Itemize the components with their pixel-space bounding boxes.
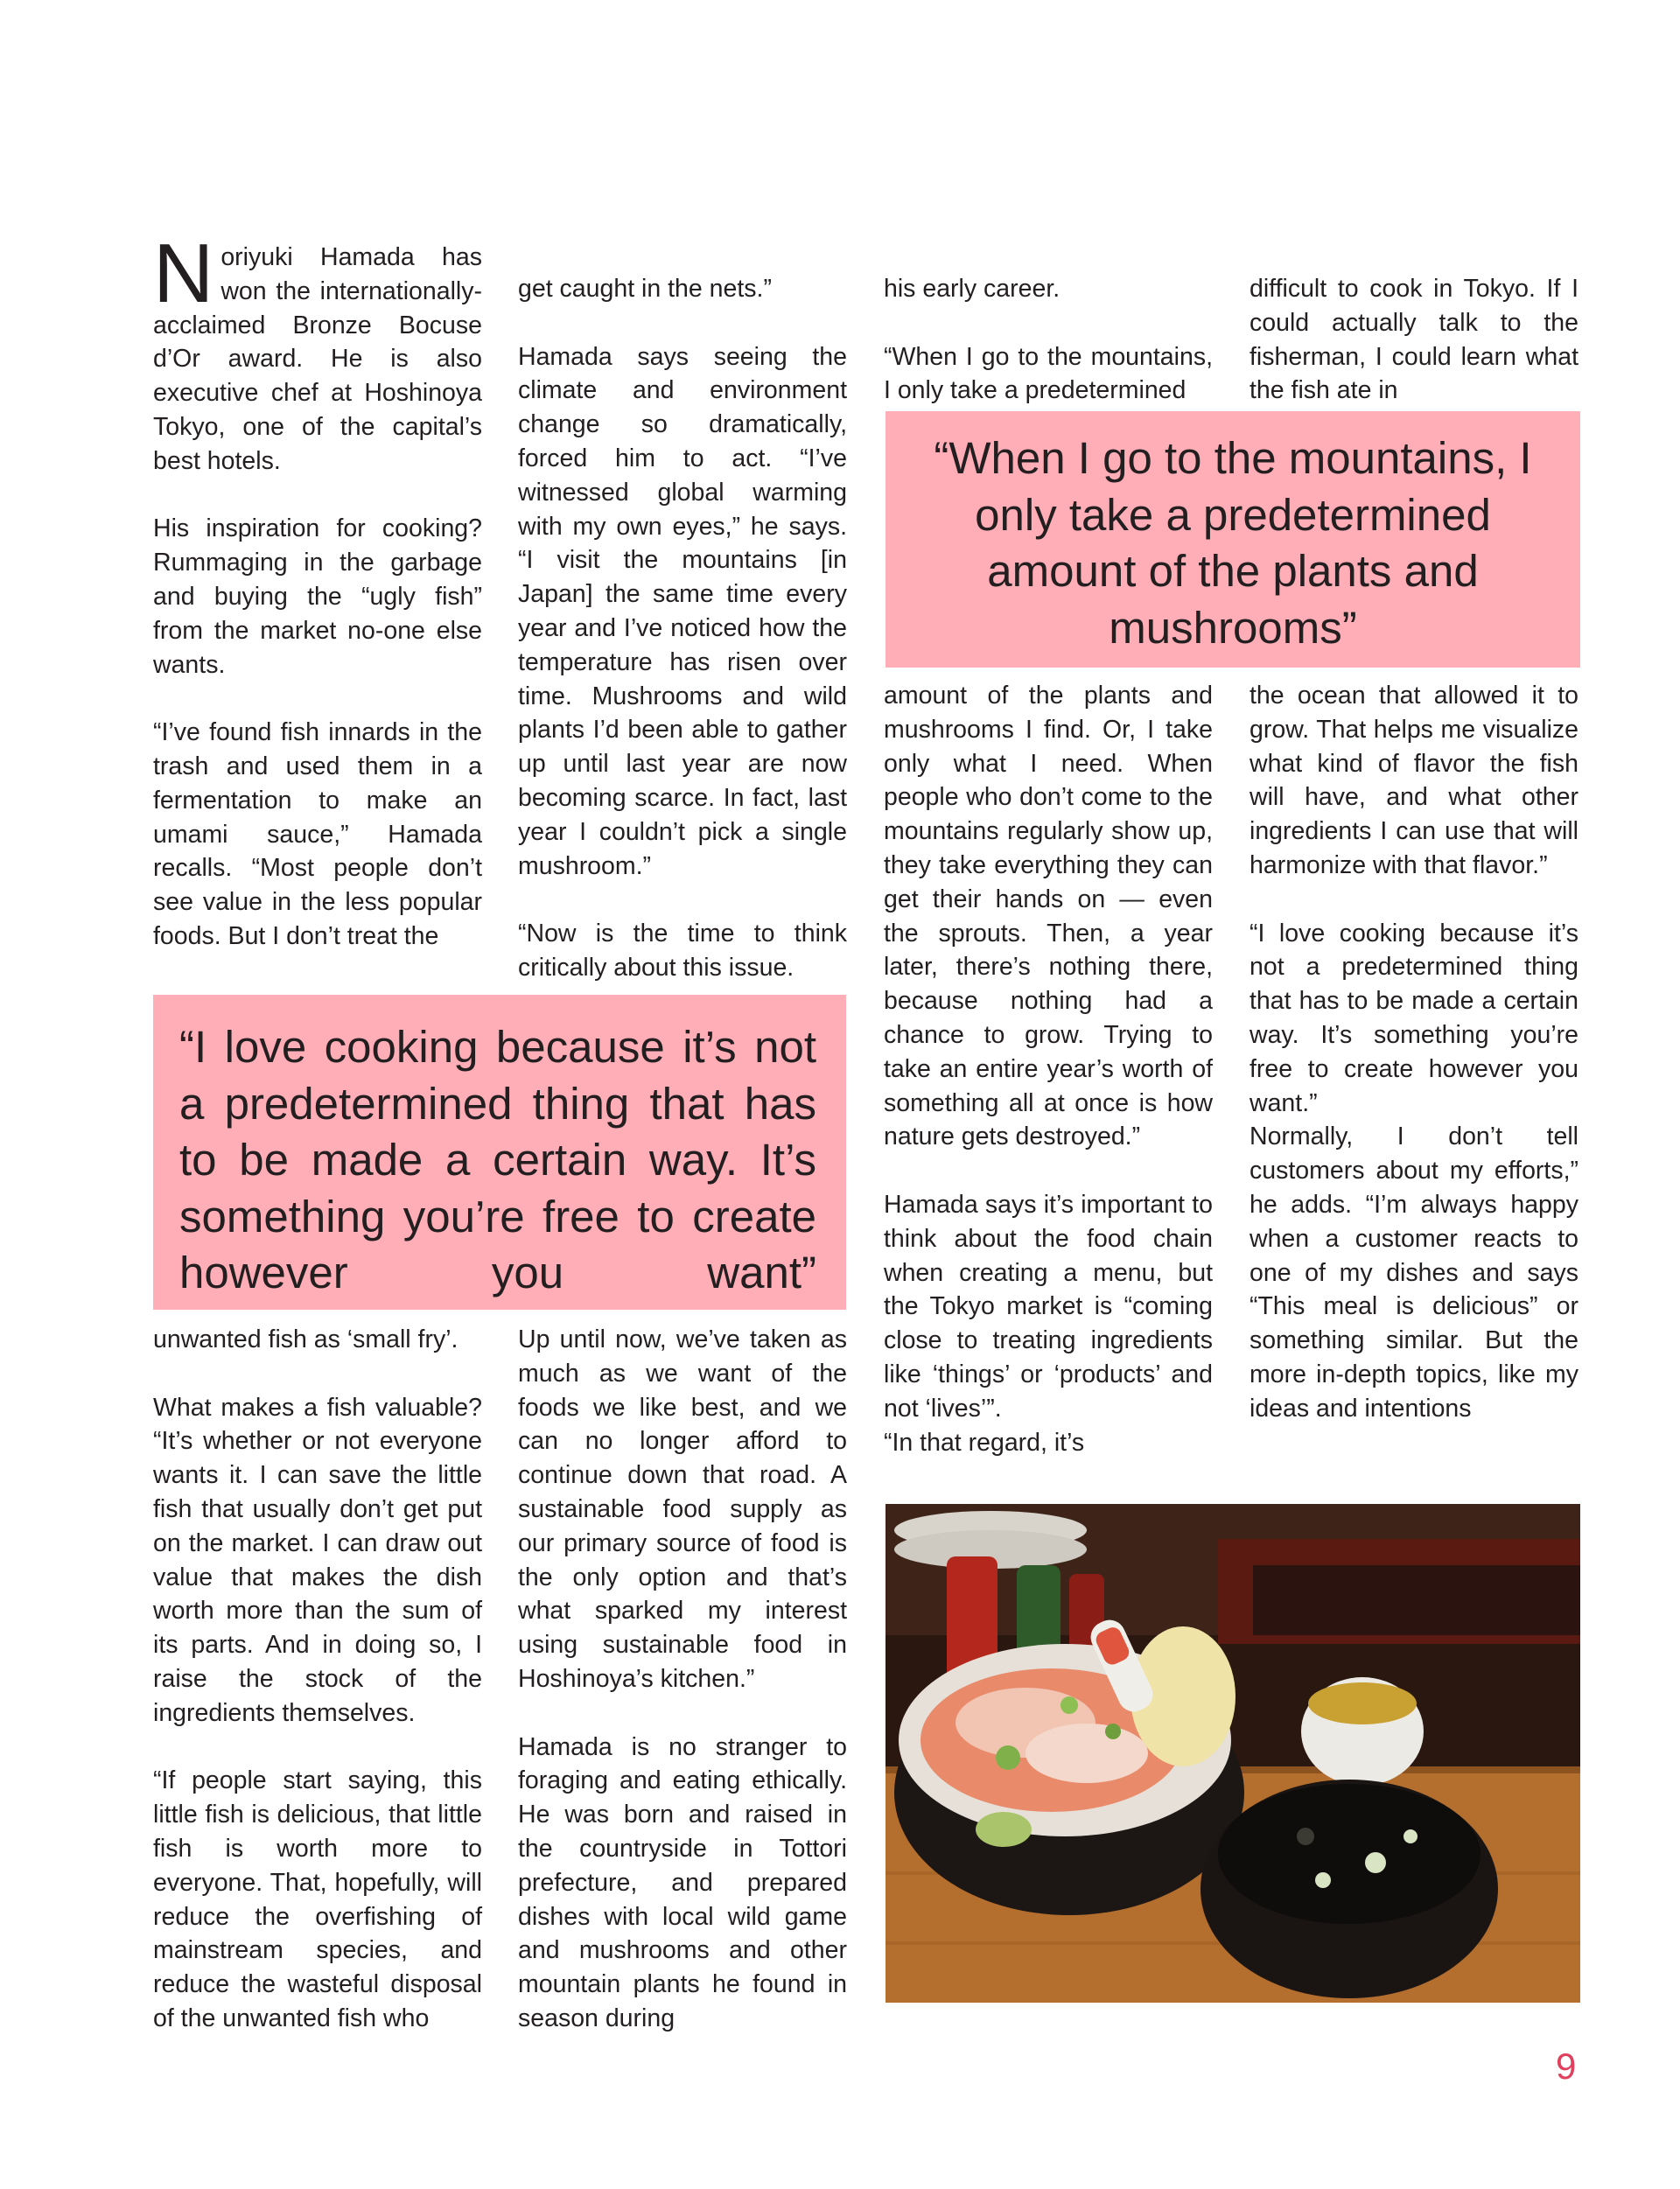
article-paragraph: Hamada is no stranger to foraging and eating ethically. He was born and raised in the countryside in Tottori prefecture, and prepared dishes with local wild game and mushrooms and other mountain plants he found in season during xyxy=(518,1732,847,2032)
paragraph-text: oriyuki Hamada has won the internationally-acclaimed Bronze Bocuse d’Or award. He is also executive chef at Hoshinoya Tokyo, one of the capital’s best hotels. xyxy=(153,243,482,475)
article-column-4-bottom xyxy=(1250,679,1578,1426)
article-paragraph: “Now is the time to think critically about this issue. xyxy=(518,920,847,982)
article-paragraph: Normally, I don’t tell customers about my efforts,” he adds. “I’m always happy when a customer reacts to one of my dishes and says “This meal is delicious” or something similar. But the more in-depth topics, like my ideas and intentions xyxy=(1250,1122,1578,1423)
page-number: 9 xyxy=(1556,2046,1577,2087)
article-paragraph: his early career. xyxy=(884,275,1060,303)
article-paragraph: amount of the plants and mushrooms I find. Or, I take only what I need. When people who don’t come to the mountains regularly show up, they take everything they can get their hands on — even the sprouts. Then, a year later, there’s nothing there, because nothing had a chance to grow. Trying to take an entire year’s worth of something all at once is how nature gets destroyed.” xyxy=(884,682,1213,1151)
article-paragraph: What makes a fish valuable? “It’s whether or not everyone wants it. I can save the little fish that usually don’t get put on the market. I can draw out value that makes the dish worth more than the sum of its parts. And in doing so, I raise the stock of the ingredients themselves. xyxy=(153,1393,482,1727)
food-photo xyxy=(886,1504,1580,2003)
article-paragraph: unwanted fish as ‘small fry’. xyxy=(153,1325,458,1353)
article-paragraph: “I love cooking because it’s not a predetermined thing that has to be made a certain way. It’s something you’re free to create however you want.” xyxy=(1250,919,1578,1117)
article-paragraph: Hamada says seeing the climate and environment change so dramatically, forced him to act. “I’ve witnessed global warming with my own eyes,” he says. “I visit the mountains [in Japan] the same time every year and I’ve noticed how the temperature has risen over time. Mushrooms and wild plants I’d been able to gather up until last year are now becoming scarce. In fact, last year I couldn’t pick a single mushroom.” xyxy=(518,342,847,880)
pull-quote-cooking: “I love cooking because it’s not a predetermined thing that has to be made a certain way. It’s something you’re free to create however you want” xyxy=(153,995,846,1310)
article-column-2-top xyxy=(518,272,847,985)
article-paragraph: Hamada says it’s important to think about the food chain when creating a menu, but the Tokyo market is “coming close to treating ingredients like ‘things’ or ‘products’ and not ‘lives’”. xyxy=(884,1190,1213,1423)
article-column-1-bottom xyxy=(153,1323,482,2036)
article-paragraph xyxy=(153,227,482,479)
dropcap-letter: N xyxy=(153,227,214,320)
article-paragraph: “If people start saying, this little fish is delicious, that little fish is worth more to everyone. That, hopefully, will reduce the overfishing of mainstream species, and reduce the wasteful disposal of the unwanted fish who xyxy=(153,1766,482,2032)
article-paragraph: “I’ve found fish innards in the trash and used them in a fermentation to make an umami sauce,” Hamada recalls. “Most people don’t see value in the less popular foods. But I don’t treat the xyxy=(153,718,482,950)
article-paragraph: the ocean that allowed it to grow. That helps me visualize what kind of flavor the fish will have, and what other ingredients I can use that will harmonize with that flavor.” xyxy=(1250,682,1578,879)
pull-quote-mountains: “When I go to the mountains, I only take a predetermined amount of the plants and mushrooms” xyxy=(886,411,1580,668)
article-column-2-bottom xyxy=(518,1323,847,2036)
article-column-3-bottom xyxy=(884,679,1213,1459)
article-paragraph: “When I go to the mountains, I only take a predetermined xyxy=(884,342,1213,405)
article-paragraph: “In that regard, it’s xyxy=(884,1428,1085,1457)
article-column-3-top xyxy=(884,272,1213,408)
article-column-4-top xyxy=(1250,272,1578,408)
article-paragraph: Up until now, we’ve taken as much as we want of the foods we like best, and we can no longer afford to continue down that road. A sustainable food supply as our primary source of food is the only option and that’s what sparked my interest using sustainable food in Hoshinoya’s kitchen.” xyxy=(518,1325,847,1693)
food-photo-illustration xyxy=(886,1504,1580,2003)
article-column-1-top xyxy=(153,227,482,954)
article-paragraph: His inspiration for cooking? Rummaging in the garbage and buying the “ugly fish” from the market no-one else wants. xyxy=(153,514,482,679)
article-paragraph: get caught in the nets.” xyxy=(518,275,772,303)
article-paragraph: difficult to cook in Tokyo. If I could actually talk to the fisherman, I could learn what the fish ate in xyxy=(1250,275,1578,405)
